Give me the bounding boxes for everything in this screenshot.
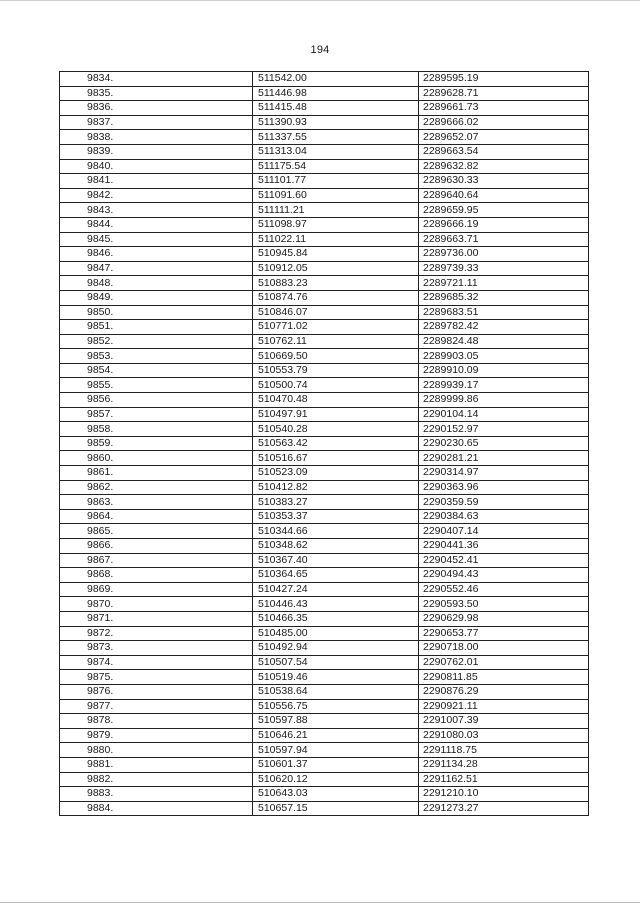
table-row xyxy=(60,305,589,320)
coordinates-table xyxy=(59,71,589,816)
northing-cell: 2290494.43 xyxy=(419,568,589,583)
northing-cell: 2291080.03 xyxy=(419,728,589,743)
northing-cell: 2290407.14 xyxy=(419,524,589,539)
northing-cell: 2289683.51 xyxy=(419,305,589,320)
row-number-cell: 9867. xyxy=(60,553,253,568)
northing-cell: 2289739.33 xyxy=(419,261,589,276)
table-row xyxy=(60,524,589,539)
table-row xyxy=(60,144,589,159)
row-number-cell: 9838. xyxy=(60,130,253,145)
easting-cell: 510492.94 xyxy=(253,641,419,656)
table-row xyxy=(60,772,589,787)
northing-cell: 2290452.41 xyxy=(419,553,589,568)
northing-cell: 2289652.07 xyxy=(419,130,589,145)
easting-cell: 510497.91 xyxy=(253,407,419,422)
easting-cell: 510427.24 xyxy=(253,582,419,597)
easting-cell: 510846.07 xyxy=(253,305,419,320)
table-row xyxy=(60,174,589,189)
row-number-cell: 9842. xyxy=(60,188,253,203)
easting-cell: 510646.21 xyxy=(253,728,419,743)
easting-cell: 510516.67 xyxy=(253,451,419,466)
table-row xyxy=(60,451,589,466)
row-number-cell: 9857. xyxy=(60,407,253,422)
easting-cell: 510353.37 xyxy=(253,509,419,524)
table-row xyxy=(60,714,589,729)
table-row xyxy=(60,393,589,408)
row-number-cell: 9844. xyxy=(60,217,253,232)
row-number-cell: 9860. xyxy=(60,451,253,466)
northing-cell: 2290718.00 xyxy=(419,641,589,656)
row-number-cell: 9876. xyxy=(60,684,253,699)
row-number-cell: 9878. xyxy=(60,714,253,729)
easting-cell: 510597.94 xyxy=(253,743,419,758)
easting-cell: 510556.75 xyxy=(253,699,419,714)
easting-cell: 511446.98 xyxy=(253,86,419,101)
northing-cell: 2289999.86 xyxy=(419,393,589,408)
easting-cell: 511022.11 xyxy=(253,232,419,247)
easting-cell: 510523.09 xyxy=(253,466,419,481)
easting-cell: 511091.60 xyxy=(253,188,419,203)
northing-cell: 2291162.51 xyxy=(419,772,589,787)
northing-cell: 2290593.50 xyxy=(419,597,589,612)
northing-cell: 2290552.46 xyxy=(419,582,589,597)
northing-cell: 2290281.21 xyxy=(419,451,589,466)
table-row xyxy=(60,509,589,524)
row-number-cell: 9851. xyxy=(60,320,253,335)
table-row xyxy=(60,363,589,378)
row-number-cell: 9837. xyxy=(60,115,253,130)
easting-cell: 510519.46 xyxy=(253,670,419,685)
table-row xyxy=(60,699,589,714)
northing-cell: 2289721.11 xyxy=(419,276,589,291)
row-number-cell: 9874. xyxy=(60,655,253,670)
northing-cell: 2290104.14 xyxy=(419,407,589,422)
row-number-cell: 9863. xyxy=(60,495,253,510)
northing-cell: 2289782.42 xyxy=(419,320,589,335)
table-row xyxy=(60,159,589,174)
easting-cell: 510485.00 xyxy=(253,626,419,641)
coordinates-table-container xyxy=(59,71,570,816)
row-number-cell: 9848. xyxy=(60,276,253,291)
row-number-cell: 9868. xyxy=(60,568,253,583)
northing-cell: 2291134.28 xyxy=(419,757,589,772)
row-number-cell: 9881. xyxy=(60,757,253,772)
row-number-cell: 9852. xyxy=(60,334,253,349)
table-row xyxy=(60,232,589,247)
table-row xyxy=(60,349,589,364)
table-row xyxy=(60,728,589,743)
northing-cell: 2290921.11 xyxy=(419,699,589,714)
table-row xyxy=(60,86,589,101)
row-number-cell: 9836. xyxy=(60,101,253,116)
row-number-cell: 9839. xyxy=(60,144,253,159)
table-row xyxy=(60,188,589,203)
easting-cell: 510912.05 xyxy=(253,261,419,276)
coordinates-table-body xyxy=(60,72,589,816)
northing-cell: 2290441.36 xyxy=(419,539,589,554)
row-number-cell: 9879. xyxy=(60,728,253,743)
table-row xyxy=(60,495,589,510)
northing-cell: 2289685.32 xyxy=(419,290,589,305)
page-number: 194 xyxy=(310,44,330,56)
row-number-cell: 9845. xyxy=(60,232,253,247)
easting-cell: 510538.64 xyxy=(253,684,419,699)
table-row xyxy=(60,290,589,305)
easting-cell: 510367.40 xyxy=(253,553,419,568)
easting-cell: 510597.88 xyxy=(253,714,419,729)
easting-cell: 510657.15 xyxy=(253,801,419,816)
table-row xyxy=(60,539,589,554)
easting-cell: 510874.76 xyxy=(253,290,419,305)
row-number-cell: 9873. xyxy=(60,641,253,656)
easting-cell: 510553.79 xyxy=(253,363,419,378)
easting-cell: 511313.04 xyxy=(253,144,419,159)
northing-cell: 2290314.97 xyxy=(419,466,589,481)
easting-cell: 511098.97 xyxy=(253,217,419,232)
table-row xyxy=(60,597,589,612)
northing-cell: 2289903.05 xyxy=(419,349,589,364)
northing-cell: 2289663.71 xyxy=(419,232,589,247)
easting-cell: 511337.55 xyxy=(253,130,419,145)
row-number-cell: 9840. xyxy=(60,159,253,174)
northing-cell: 2290363.96 xyxy=(419,480,589,495)
row-number-cell: 9841. xyxy=(60,174,253,189)
easting-cell: 510669.50 xyxy=(253,349,419,364)
row-number-cell: 9869. xyxy=(60,582,253,597)
row-number-cell: 9882. xyxy=(60,772,253,787)
table-row xyxy=(60,743,589,758)
row-number-cell: 9849. xyxy=(60,290,253,305)
northing-cell: 2290230.65 xyxy=(419,436,589,451)
easting-cell: 510945.84 xyxy=(253,247,419,262)
table-row xyxy=(60,378,589,393)
table-row xyxy=(60,568,589,583)
table-row xyxy=(60,115,589,130)
table-row xyxy=(60,670,589,685)
row-number-cell: 9864. xyxy=(60,509,253,524)
table-row xyxy=(60,247,589,262)
table-row xyxy=(60,801,589,816)
northing-cell: 2289595.19 xyxy=(419,72,589,87)
northing-cell: 2289736.00 xyxy=(419,247,589,262)
northing-cell: 2289666.19 xyxy=(419,217,589,232)
easting-cell: 511390.93 xyxy=(253,115,419,130)
table-row xyxy=(60,261,589,276)
row-number-cell: 9850. xyxy=(60,305,253,320)
easting-cell: 510620.12 xyxy=(253,772,419,787)
table-row xyxy=(60,436,589,451)
row-number-cell: 9871. xyxy=(60,611,253,626)
northing-cell: 2290811.85 xyxy=(419,670,589,685)
northing-cell: 2290762.01 xyxy=(419,655,589,670)
row-number-cell: 9872. xyxy=(60,626,253,641)
row-number-cell: 9880. xyxy=(60,743,253,758)
row-number-cell: 9877. xyxy=(60,699,253,714)
row-number-cell: 9847. xyxy=(60,261,253,276)
row-number-cell: 9855. xyxy=(60,378,253,393)
row-number-cell: 9854. xyxy=(60,363,253,378)
northing-cell: 2291007.39 xyxy=(419,714,589,729)
northing-cell: 2290152.97 xyxy=(419,422,589,437)
table-row xyxy=(60,655,589,670)
easting-cell: 510762.11 xyxy=(253,334,419,349)
row-number-cell: 9858. xyxy=(60,422,253,437)
easting-cell: 511415.48 xyxy=(253,101,419,116)
table-row xyxy=(60,334,589,349)
easting-cell: 511175.54 xyxy=(253,159,419,174)
northing-cell: 2289632.82 xyxy=(419,159,589,174)
row-number-cell: 9861. xyxy=(60,466,253,481)
row-number-cell: 9843. xyxy=(60,203,253,218)
northing-cell: 2289939.17 xyxy=(419,378,589,393)
bottom-edge-rule xyxy=(0,902,640,903)
table-row xyxy=(60,422,589,437)
easting-cell: 510470.48 xyxy=(253,393,419,408)
easting-cell: 510500.74 xyxy=(253,378,419,393)
easting-cell: 510771.02 xyxy=(253,320,419,335)
row-number-cell: 9846. xyxy=(60,247,253,262)
table-row xyxy=(60,130,589,145)
northing-cell: 2289628.71 xyxy=(419,86,589,101)
northing-cell: 2289630.33 xyxy=(419,174,589,189)
northing-cell: 2291118.75 xyxy=(419,743,589,758)
table-row xyxy=(60,217,589,232)
easting-cell: 510540.28 xyxy=(253,422,419,437)
northing-cell: 2290653.77 xyxy=(419,626,589,641)
row-number-cell: 9866. xyxy=(60,539,253,554)
northing-cell: 2290384.63 xyxy=(419,509,589,524)
table-row xyxy=(60,641,589,656)
table-row xyxy=(60,101,589,116)
table-row xyxy=(60,787,589,802)
easting-cell: 510507.54 xyxy=(253,655,419,670)
northing-cell: 2290359.59 xyxy=(419,495,589,510)
northing-cell: 2289666.02 xyxy=(419,115,589,130)
table-row xyxy=(60,320,589,335)
easting-cell: 510383.27 xyxy=(253,495,419,510)
northing-cell: 2291210.10 xyxy=(419,787,589,802)
table-row xyxy=(60,466,589,481)
table-row xyxy=(60,276,589,291)
row-number-cell: 9875. xyxy=(60,670,253,685)
row-number-cell: 9870. xyxy=(60,597,253,612)
northing-cell: 2291273.27 xyxy=(419,801,589,816)
easting-cell: 511101.77 xyxy=(253,174,419,189)
easting-cell: 510563.42 xyxy=(253,436,419,451)
table-row xyxy=(60,407,589,422)
table-row xyxy=(60,582,589,597)
row-number-cell: 9862. xyxy=(60,480,253,495)
row-number-cell: 9865. xyxy=(60,524,253,539)
northing-cell: 2290629.98 xyxy=(419,611,589,626)
row-number-cell: 9884. xyxy=(60,801,253,816)
table-row xyxy=(60,757,589,772)
northing-cell: 2289663.54 xyxy=(419,144,589,159)
row-number-cell: 9859. xyxy=(60,436,253,451)
easting-cell: 511111.21 xyxy=(253,203,419,218)
row-number-cell: 9856. xyxy=(60,393,253,408)
table-row xyxy=(60,553,589,568)
easting-cell: 510412.82 xyxy=(253,480,419,495)
table-row xyxy=(60,611,589,626)
easting-cell: 510348.62 xyxy=(253,539,419,554)
table-row xyxy=(60,626,589,641)
table-row xyxy=(60,684,589,699)
easting-cell: 511542.00 xyxy=(253,72,419,87)
row-number-cell: 9835. xyxy=(60,86,253,101)
easting-cell: 510643.03 xyxy=(253,787,419,802)
top-edge-rule xyxy=(0,0,640,1)
northing-cell: 2289910.09 xyxy=(419,363,589,378)
northing-cell: 2289640.64 xyxy=(419,188,589,203)
easting-cell: 510466.35 xyxy=(253,611,419,626)
easting-cell: 510883.23 xyxy=(253,276,419,291)
easting-cell: 510446.43 xyxy=(253,597,419,612)
table-row xyxy=(60,72,589,87)
easting-cell: 510344.66 xyxy=(253,524,419,539)
northing-cell: 2289661.73 xyxy=(419,101,589,116)
northing-cell: 2289659.95 xyxy=(419,203,589,218)
row-number-cell: 9853. xyxy=(60,349,253,364)
northing-cell: 2290876.29 xyxy=(419,684,589,699)
easting-cell: 510601.37 xyxy=(253,757,419,772)
table-row xyxy=(60,203,589,218)
northing-cell: 2289824.48 xyxy=(419,334,589,349)
row-number-cell: 9883. xyxy=(60,787,253,802)
table-row xyxy=(60,480,589,495)
row-number-cell: 9834. xyxy=(60,72,253,87)
easting-cell: 510364.65 xyxy=(253,568,419,583)
